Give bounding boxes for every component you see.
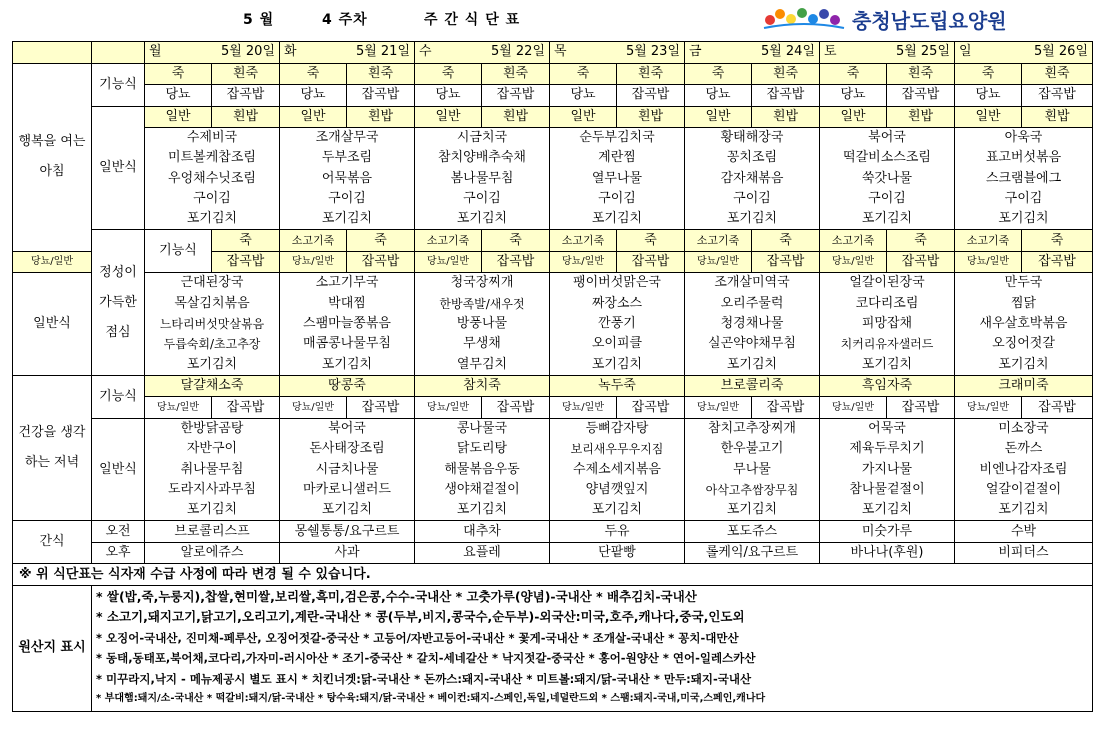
menu-cell: 잡곡밥 (1022, 251, 1093, 273)
menu-item: 포기김치 (726, 502, 778, 518)
menu-item: 자반구이 (186, 441, 238, 457)
menu-cell: 당뇨/일반 (820, 397, 887, 419)
menu-cell: 일반 (415, 106, 482, 128)
day-date: 5월 21일 (355, 44, 410, 60)
menu-cell: 흑임자죽 (820, 375, 955, 397)
menu-item: 피망잡채 (861, 316, 913, 332)
menu-cell: 흰죽 (1022, 63, 1093, 85)
day-date: 5월 25일 (895, 44, 950, 60)
table-row (13, 521, 1093, 543)
menu-item: 한방족발/새우젓 (439, 296, 525, 311)
day-date: 5월 22일 (490, 44, 545, 60)
menu-cell: 당뇨/일반 (955, 251, 1022, 273)
menu-cell: 일반 (955, 106, 1022, 128)
day-date: 5월 20일 (220, 44, 275, 60)
day-header (955, 42, 1093, 64)
menu-item: 포기김치 (186, 356, 238, 372)
menu-item: 포기김치 (861, 211, 913, 227)
menu-cell: 당뇨 (820, 85, 887, 107)
menu-item: 포기김치 (186, 211, 238, 227)
menu-cell: 죽 (482, 230, 550, 252)
main-menu-cell (955, 273, 1093, 375)
table-row (13, 106, 1093, 128)
menu-item: 구이김 (868, 190, 906, 206)
type-general: 일반식 (92, 106, 145, 230)
menu-cell: 크래미죽 (955, 375, 1093, 397)
menu-cell: 당뇨/일반 (280, 397, 347, 419)
main-menu-cell (415, 273, 550, 375)
table-row (13, 42, 1093, 64)
menu-cell: 흰죽 (482, 63, 550, 85)
menu-item: 새우살호박볶음 (979, 316, 1068, 332)
main-menu-cell (145, 273, 280, 375)
menu-item: 감자채볶음 (720, 170, 784, 186)
menu-cell: 일반 (280, 106, 347, 128)
day-of-week: 토 (824, 44, 837, 60)
main-menu-cell (280, 418, 415, 520)
menu-item: 생야채겉절이 (444, 481, 520, 497)
menu-cell: 잡곡밥 (617, 251, 685, 273)
type-pm: 오후 (92, 542, 145, 564)
menu-item: 제육두루치기 (849, 441, 925, 457)
menu-item: 포기김치 (186, 502, 238, 518)
menu-item: 시금치나물 (315, 461, 379, 477)
menu-cell: 당뇨/일반 (685, 251, 752, 273)
menu-cell: 당뇨 (280, 85, 347, 107)
menu-item: 돈사태장조림 (309, 441, 385, 457)
menu-item: 닭도리탕 (456, 441, 508, 457)
menu-cell: 잡곡밥 (887, 251, 955, 273)
day-date: 5월 26일 (1033, 44, 1088, 60)
menu-item: 참치양배추숙채 (438, 150, 526, 166)
menu-item: 구이김 (193, 190, 231, 206)
menu-item: 구이김 (328, 190, 366, 206)
day-header (415, 42, 550, 64)
menu-item: 포기김치 (321, 211, 373, 227)
section-dinner: 건강을 생각하는 저녁 (13, 375, 92, 520)
menu-cell: 죽 (415, 63, 482, 85)
menu-item: 포기김치 (591, 211, 643, 227)
corner-cell (92, 42, 145, 64)
menu-cell: 죽 (1022, 230, 1093, 252)
menu-cell: 잡곡밥 (887, 85, 955, 107)
menu-item: 포기김치 (456, 502, 508, 518)
menu-cell: 소고기죽 (820, 230, 887, 252)
menu-cell: 잡곡밥 (482, 251, 550, 273)
type-functional: 기능식 (145, 230, 212, 273)
menu-item: 열무김치 (456, 356, 508, 372)
menu-item: 아삭고추쌈장무침 (705, 482, 799, 497)
menu-cell: 죽 (820, 63, 887, 85)
day-header (685, 42, 820, 64)
menu-item: 느타리버섯맛살볶음 (159, 317, 265, 332)
menu-cell: 잡곡밥 (752, 397, 820, 419)
menu-item: 포기김치 (321, 356, 373, 372)
snack-cell: 수박 (955, 521, 1093, 543)
menu-item: 목살김치볶음 (174, 295, 250, 311)
menu-item: 미소장국 (998, 420, 1049, 436)
menu-cell: 당뇨/일반 (820, 251, 887, 273)
menu-cell: 당뇨 (550, 85, 617, 107)
menu-item: 참나물겉절이 (849, 481, 925, 497)
menu-cell: 당뇨/일반 (415, 251, 482, 273)
menu-cell: 당뇨/일반 (145, 397, 212, 419)
menu-item: 근대된장국 (180, 275, 244, 291)
menu-cell: 죽 (550, 63, 617, 85)
menu-item: 순두부김치국 (579, 130, 655, 145)
snack-cell: 브로콜리스프 (145, 521, 280, 543)
menu-cell: 흰죽 (617, 63, 685, 85)
day-of-week: 목 (554, 44, 567, 60)
menu-item: 어묵국 (868, 420, 906, 436)
day-header (820, 42, 955, 64)
menu-item: 매콤콩나물무침 (303, 336, 391, 352)
logo-mark-icon (760, 4, 848, 32)
snack-cell: 미숫가루 (820, 521, 955, 543)
menu-item: 포기김치 (726, 356, 778, 372)
menu-cell: 당뇨/일반 (550, 397, 617, 419)
main-menu-cell (280, 128, 415, 230)
table-row (13, 564, 1093, 586)
menu-cell: 흰밥 (752, 106, 820, 128)
type-general: 일반식 (92, 418, 145, 520)
origin-label: 원산지 표시 (13, 585, 92, 711)
menu-item: 오이피클 (591, 336, 643, 352)
snack-cell: 바나나(후원) (820, 542, 955, 564)
menu-item: 도라지사과무침 (168, 481, 256, 497)
menu-item: 찜닭 (1010, 295, 1037, 311)
snack-cell: 알로에쥬스 (145, 542, 280, 564)
day-of-week: 수 (419, 44, 432, 60)
menu-item: 포기김치 (591, 356, 643, 372)
menu-item: 보리새우무우지짐 (570, 442, 664, 457)
menu-item: 가지나물 (861, 461, 913, 477)
snack-cell: 단팥빵 (550, 542, 685, 564)
day-date: 5월 23일 (625, 44, 680, 60)
origin-line: * 동태,동태포,북어채,코다리,가자미-러시아산 * 조기-중국산 * 갈치-세네갈산 * 낙지젓갈-중국산 * 홍어-원양산 * 연어-일레스카산 (96, 651, 756, 666)
snack-cell: 비피더스 (955, 542, 1093, 564)
type-am: 오전 (92, 521, 145, 543)
menu-item: 오리주물럭 (720, 295, 784, 311)
day-of-week: 화 (284, 44, 297, 60)
menu-item: 얼갈이겉절이 (985, 481, 1062, 497)
menu-item: 떡갈비소스조림 (843, 150, 931, 166)
menu-item: 한방닭곰탕 (180, 420, 244, 436)
corner-cell (13, 42, 92, 64)
table-row (13, 585, 1093, 711)
menu-cell: 잡곡밥 (212, 251, 280, 273)
menu-item: 포기김치 (861, 356, 913, 372)
day-header (550, 42, 685, 64)
menu-item: 포기김치 (998, 502, 1049, 518)
menu-cell: 흰죽 (347, 63, 415, 85)
menu-item: 구이김 (733, 190, 771, 206)
menu-item: 꽁치조림 (726, 150, 778, 166)
menu-cell: 당뇨/일반 (280, 251, 347, 273)
menu-item: 짜장소스 (591, 295, 643, 311)
menu-item: 미트볼케찹조림 (168, 150, 256, 166)
menu-cell: 죽 (617, 230, 685, 252)
menu-item: 포기김치 (726, 211, 778, 227)
day-header (280, 42, 415, 64)
menu-cell: 죽 (347, 230, 415, 252)
main-menu-cell (820, 128, 955, 230)
main-menu-cell (145, 128, 280, 230)
menu-item: 깐풍기 (598, 316, 636, 332)
table-row (13, 63, 1093, 85)
menu-cell: 일반 (820, 106, 887, 128)
menu-cell: 일반 (685, 106, 752, 128)
menu-item: 포기김치 (591, 502, 643, 518)
menu-cell: 당뇨/일반 (685, 397, 752, 419)
menu-item: 열무나물 (591, 170, 643, 186)
menu-item: 참치고추장찌개 (708, 420, 796, 436)
menu-cell: 잡곡밥 (347, 397, 415, 419)
main-menu-cell (145, 418, 280, 520)
menu-item: 구이김 (598, 190, 636, 206)
section-lunch: 정성이 가득한 점심 (92, 230, 145, 375)
day-of-week: 월 (149, 44, 162, 60)
menu-cell: 잡곡밥 (212, 397, 280, 419)
menu-cell: 소고기죽 (550, 230, 617, 252)
main-menu-cell (820, 273, 955, 375)
page-title: 주 간 식 단 표 (424, 12, 521, 28)
day-of-week: 일 (959, 44, 972, 60)
main-menu-cell (415, 128, 550, 230)
main-menu-cell (280, 273, 415, 375)
section-breakfast: 행복을 여는 아침 (13, 63, 92, 251)
menu-cell: 죽 (280, 63, 347, 85)
menu-cell: 잡곡밥 (482, 397, 550, 419)
menu-item: 돈까스 (1004, 441, 1043, 457)
org-logo (760, 4, 1090, 32)
day-date: 5월 24일 (760, 44, 815, 60)
menu-cell: 당뇨/일반 (955, 397, 1022, 419)
menu-item: 포기김치 (998, 211, 1049, 227)
type-functional: 기능식 (92, 63, 145, 106)
month-label: 5 월 (243, 12, 275, 28)
snack-cell: 롤케익/요구르트 (685, 542, 820, 564)
menu-item: 콩나물국 (456, 420, 508, 436)
menu-cell: 일반 (550, 106, 617, 128)
main-menu-cell (550, 418, 685, 520)
menu-cell: 당뇨/일반 (13, 251, 92, 273)
origin-line: * 소고기,돼지고기,닭고기,오리고기,계란-국내산 * 콩(두부,비지,콩국수,순두부)-외국산:미국,호주,캐나다,중국,인도외 (96, 609, 745, 625)
menu-item: 어묵볶음 (321, 170, 373, 186)
menu-cell: 당뇨 (955, 85, 1022, 107)
menu-cell: 흰죽 (212, 63, 280, 85)
table-row (13, 542, 1093, 564)
menu-cell: 잡곡밥 (617, 397, 685, 419)
menu-item: 청경채나물 (720, 316, 784, 332)
menu-cell: 당뇨 (415, 85, 482, 107)
main-menu-cell (550, 128, 685, 230)
snack-cell: 몽쉘통통/요구르트 (280, 521, 415, 543)
page-header (0, 0, 1104, 40)
menu-item: 포기김치 (456, 211, 508, 227)
snack-cell: 두유 (550, 521, 685, 543)
menu-item: 한우불고기 (720, 441, 784, 457)
menu-cell: 잡곡밥 (1022, 397, 1093, 419)
menu-item: 구이김 (463, 190, 501, 206)
menu-cell: 죽 (212, 230, 280, 252)
day-of-week: 금 (689, 44, 702, 60)
main-menu-cell (685, 273, 820, 375)
menu-item: 얼갈이된장국 (849, 275, 925, 291)
menu-item: 해물볶음우동 (444, 461, 520, 477)
menu-item: 청국장찌개 (450, 275, 514, 291)
snack-cell: 대추차 (415, 521, 550, 543)
menu-cell: 잡곡밥 (1022, 85, 1093, 107)
table-row (13, 375, 1093, 397)
table-row (13, 397, 1093, 419)
snack-cell: 요플레 (415, 542, 550, 564)
menu-item: 두릅숙회/초고추장 (163, 337, 261, 352)
menu-cell: 참치죽 (415, 375, 550, 397)
menu-cell: 잡곡밥 (887, 397, 955, 419)
menu-cell: 소고기죽 (955, 230, 1022, 252)
menu-item: 시금치국 (456, 130, 508, 145)
menu-cell: 죽 (955, 63, 1022, 85)
menu-cell: 흰밥 (617, 106, 685, 128)
origin-line: * 오징어-국내산, 진미채-페루산, 오징어젓갈-중국산 * 고등어/자반고등어-국내산 * 꽃게-국내산 * 조개살-국내산 * 꽁치-대만산 (96, 630, 739, 645)
menu-cell: 흰밥 (1022, 106, 1093, 128)
menu-item: 수제소세지볶음 (573, 461, 661, 477)
menu-item: 북어국 (868, 130, 906, 145)
snack-cell: 사과 (280, 542, 415, 564)
origin-lines (92, 585, 1093, 711)
menu-cell: 당뇨 (685, 85, 752, 107)
menu-item: 쑥갓나물 (861, 170, 913, 186)
menu-cell: 흰죽 (887, 63, 955, 85)
menu-item: 오징어젓갈 (992, 336, 1055, 352)
menu-cell: 죽 (887, 230, 955, 252)
menu-item: 표고버섯볶음 (985, 150, 1062, 166)
menu-item: 황태해장국 (720, 130, 784, 145)
menu-cell: 당뇨/일반 (550, 251, 617, 273)
menu-cell: 일반 (145, 106, 212, 128)
table-row (13, 230, 1093, 252)
menu-cell: 잡곡밥 (482, 85, 550, 107)
origin-line: * 부대햄:돼지/소-국내산 * 떡갈비:돼지/닭-국내산 * 탕수육:돼지/닭-국내산 * 베이컨:돼지-스페인,독일,네덜란드외 * 스팸:돼지-국내,미국,스페인,캐나다 (96, 693, 766, 705)
type-functional: 기능식 (92, 375, 145, 418)
menu-cell: 잡곡밥 (617, 85, 685, 107)
menu-item: 수제비국 (186, 130, 238, 145)
menu-cell: 잡곡밥 (347, 85, 415, 107)
menu-item: 무나물 (733, 461, 771, 477)
menu-item: 마카로니샐러드 (303, 481, 391, 497)
menu-item: 두부조림 (321, 150, 373, 166)
main-menu-cell (685, 418, 820, 520)
menu-item: 실곤약야채무침 (708, 336, 796, 352)
week-label: 4 주차 (322, 12, 368, 28)
snack-cell: 포도쥬스 (685, 521, 820, 543)
main-menu-cell (955, 418, 1093, 520)
menu-item: 방풍나물 (456, 316, 508, 332)
origin-line: * 쌀(밥,죽,누룽지),찹쌀,현미쌀,보리쌀,흑미,검은콩,수수-국내산 * 고춧가루(양념)-국내산 * 배추김치-국내산 (96, 588, 697, 604)
menu-item: 팽이버섯맑은국 (573, 275, 661, 291)
menu-item: 구이김 (1004, 190, 1043, 206)
menu-item: 만두국 (1004, 275, 1043, 291)
notice-text: ※ 위 식단표는 식자재 수급 사정에 따라 변경 될 수 있습니다. (13, 564, 1093, 586)
menu-cell: 당뇨/일반 (415, 397, 482, 419)
menu-cell: 잡곡밥 (347, 251, 415, 273)
menu-item: 계란찜 (598, 150, 636, 166)
menu-cell: 죽 (685, 63, 752, 85)
main-menu-cell (685, 128, 820, 230)
menu-item: 비엔나감자조림 (979, 461, 1068, 477)
menu-item: 포기김치 (861, 502, 913, 518)
menu-item: 봄나물무침 (450, 170, 514, 186)
menu-item: 소고기무국 (315, 275, 379, 291)
menu-cell: 녹두죽 (550, 375, 685, 397)
menu-item: 코다리조림 (855, 295, 919, 311)
day-header (145, 42, 280, 64)
menu-table (12, 41, 1093, 712)
menu-cell: 소고기죽 (415, 230, 482, 252)
menu-item: 아욱국 (1004, 130, 1043, 145)
menu-item: 무생채 (463, 336, 501, 352)
menu-cell: 죽 (752, 230, 820, 252)
menu-item: 스팸마늘쫑볶음 (303, 316, 391, 332)
menu-cell: 잡곡밥 (212, 85, 280, 107)
menu-cell: 죽 (145, 63, 212, 85)
section-snack: 간식 (13, 521, 92, 564)
menu-item: 우엉채수닛조림 (168, 170, 256, 186)
main-menu-cell (955, 128, 1093, 230)
menu-item: 포기김치 (321, 502, 373, 518)
menu-cell: 당뇨 (145, 85, 212, 107)
origin-line: * 미꾸라지,낙지 - 메뉴제공시 별도 표시 * 치킨너겟:닭-국내산 * 돈까스:돼지-국내산 * 미트볼:돼지/닭-국내산 * 만두:돼지-국내산 (96, 671, 752, 686)
table-row (13, 85, 1093, 107)
menu-item: 양념깻잎지 (585, 481, 649, 497)
menu-cell: 브로콜리죽 (685, 375, 820, 397)
menu-cell: 흰밥 (347, 106, 415, 128)
menu-item: 조개살미역국 (714, 275, 790, 291)
type-general: 일반식 (13, 273, 92, 375)
menu-cell: 땅콩죽 (280, 375, 415, 397)
menu-item: 조개살무국 (315, 130, 379, 145)
main-menu-cell (550, 273, 685, 375)
menu-item: 취나물무침 (180, 461, 244, 477)
menu-item: 박대찜 (328, 295, 366, 311)
menu-cell: 소고기죽 (685, 230, 752, 252)
org-name: 충청남도립요양원 (852, 9, 1007, 33)
menu-cell: 달걀채소죽 (145, 375, 280, 397)
menu-item: 포기김치 (998, 356, 1049, 372)
menu-cell: 흰밥 (887, 106, 955, 128)
main-menu-cell (415, 418, 550, 520)
menu-item: 등뼈감자탕 (585, 420, 649, 436)
menu-cell: 흰밥 (212, 106, 280, 128)
main-menu-cell (820, 418, 955, 520)
menu-cell: 소고기죽 (280, 230, 347, 252)
menu-cell: 잡곡밥 (752, 85, 820, 107)
menu-item: 스크램블에그 (985, 170, 1062, 186)
menu-item: 북어국 (328, 420, 366, 436)
menu-cell: 흰밥 (482, 106, 550, 128)
menu-cell: 흰죽 (752, 63, 820, 85)
menu-cell: 잡곡밥 (752, 251, 820, 273)
menu-item: 치커리유자샐러드 (840, 337, 934, 352)
